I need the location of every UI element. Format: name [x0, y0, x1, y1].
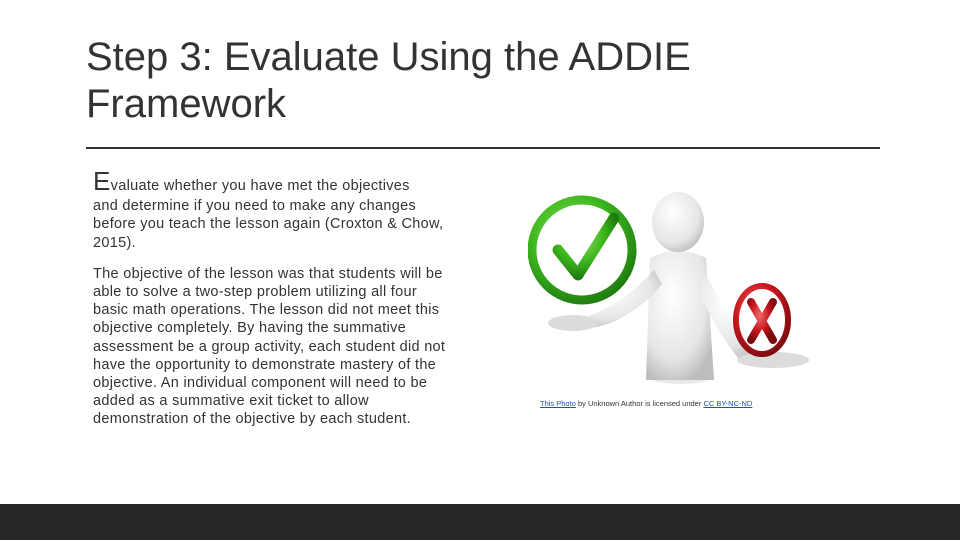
figure-with-checkmark-and-x-icon	[528, 180, 813, 390]
checkmark-icon	[532, 200, 632, 300]
paragraph-1-first-line	[93, 168, 455, 195]
figure-head	[652, 192, 704, 252]
paragraph-1-rest: and determine if you need to make any changes before you teach the lesson again (Croxton & Chow, 2015).	[93, 198, 444, 251]
image-caption	[540, 399, 820, 408]
caption-license-link[interactable]: CC BY-NC-ND	[703, 399, 753, 408]
drop-cap: E	[93, 166, 111, 196]
figure-torso	[646, 251, 714, 380]
caption-author-text: by Unknown Author is licensed under	[575, 399, 704, 408]
paragraph-2: The objective of the lesson was that students will be able to solve a two-step problem utilizing all four basic math operations. The lesson did not meet this objective completely. By having the summative assessment be a group activity, each student did not have the opportunity to demonstrate mastery of the objective. An individual component will need to be added as a summative exit ticket to allow demonstration of the objective by each student.	[93, 265, 446, 428]
figure-right-hand	[737, 352, 809, 368]
figure-illustration	[528, 180, 813, 390]
paragraph-1-first-line-text: valuate whether you have met the objectives	[110, 178, 410, 194]
caption-photo-link[interactable]: This Photo	[540, 399, 576, 408]
paragraph-1	[93, 168, 455, 252]
footer-bar	[0, 504, 960, 540]
body-text	[93, 168, 455, 429]
slide-title: Step 3: Evaluate Using the ADDIE Framework	[86, 35, 691, 126]
x-icon	[736, 286, 788, 354]
figure-left-hand	[548, 315, 598, 331]
title-divider	[86, 147, 880, 149]
